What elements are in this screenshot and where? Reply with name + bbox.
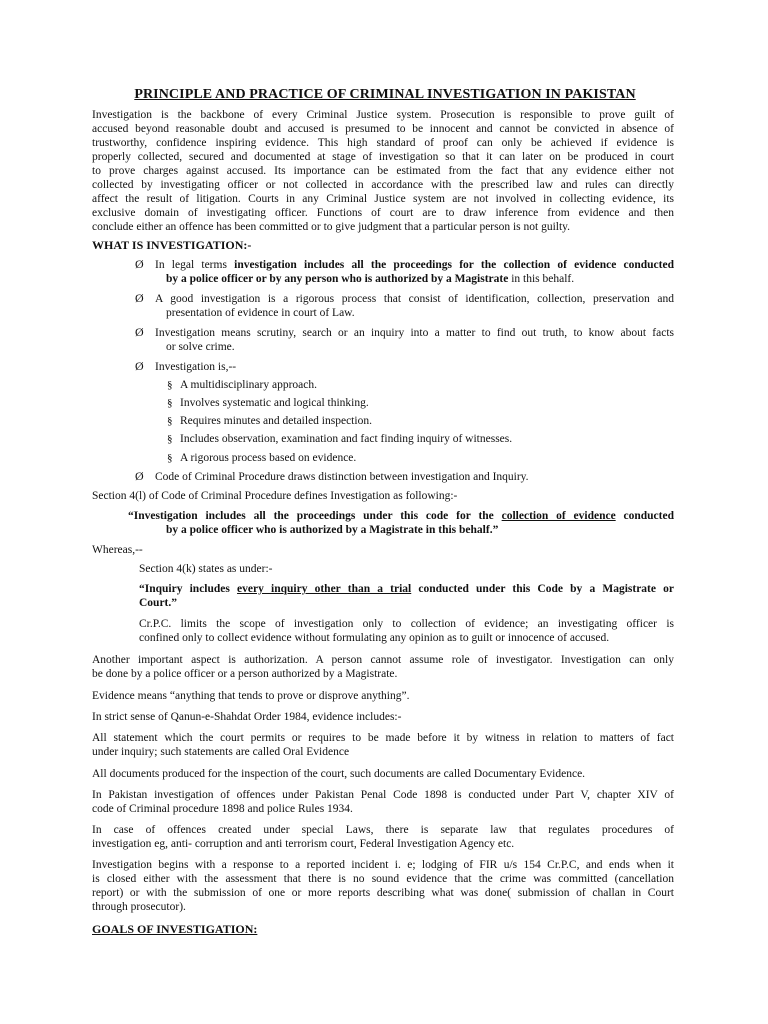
fir-text: Investigation begins with a response to a reported incident i. e; lodging of FIR u/s 154 Cr.P.C, and ends when it	[92, 859, 674, 871]
bullet-legal-terms-cont: by a police officer or by any person who is authorized by a Magistrate in this behalf.	[166, 273, 575, 285]
bullet-scrutiny-cont: or solve crime.	[166, 341, 235, 353]
section-4l-intro: Section 4(l) of Code of Criminal Procedure defines Investigation as following:-	[92, 490, 458, 502]
heading-what-is-investigation: WHAT IS INVESTIGATION:-	[92, 238, 252, 252]
authorization-text: Another important aspect is authorization. A person cannot assume role of investigator. Investigation can only	[92, 654, 674, 666]
oral-evidence-text-cont: under inquiry; such statements are called Oral Evidence	[92, 746, 350, 758]
special-laws-text-cont: investigation eg, anti- corruption and anti terrorism court, Federal Investigation Agency etc.	[92, 838, 515, 850]
sub-item: Requires minutes and detailed inspection.	[180, 415, 372, 427]
section-bullet-icon: §	[167, 415, 173, 427]
crpc-scope-cont: confined only to collect evidence without formulating any opinion as to guilt or innocence of accused.	[139, 632, 610, 644]
sub-item: A rigorous process based on evidence.	[180, 452, 357, 464]
section-bullet-icon: §	[167, 379, 173, 391]
document-title: PRINCIPLE AND PRACTICE OF CRIMINAL INVESTIGATION IN PAKISTAN	[134, 87, 636, 102]
intro-line: affect the result of litigation. Courts in any Criminal Justice system are not involved in collecting evidence, its	[92, 193, 674, 205]
bullet-investigation-is: Investigation is,--	[155, 361, 237, 373]
intro-line: collected by investigating officer or not collected in accordance with the prescribed law and rules can directly	[92, 179, 674, 191]
bullet-scrutiny: Investigation means scrutiny, search or an inquiry into a matter to find out truth, to know about facts	[155, 327, 674, 339]
quote-investigation: “Investigation includes all the proceedings under this code for the collection of evidence conducted	[128, 510, 674, 522]
arrow-bullet-icon: Ø	[135, 257, 144, 271]
sub-item: Involves systematic and logical thinking.	[180, 397, 369, 409]
section-bullet-icon: §	[167, 433, 173, 445]
bullet-good-investigation: A good investigation is a rigorous process that consist of identification, collection, preservation and	[155, 293, 674, 305]
fir-text-cont: is closed either with the assessment that there is no sound evidence that the crime was committed (cancellation	[92, 873, 674, 885]
section-bullet-icon: §	[167, 452, 173, 464]
intro-line: Investigation is the backbone of every Criminal Justice system. Prosecution is responsible to prove guilt of	[92, 109, 674, 121]
quote-inquiry-cont: Court.”	[139, 597, 178, 609]
sub-item: Includes observation, examination and fact finding inquiry of witnesses.	[180, 433, 513, 445]
intro-line: conclude either an offence has been committed or to give judgment that a particular person is not guilty.	[92, 221, 571, 233]
intro-line: properly collected, secured and documented at stage of investigation so that it can later on be produced in court	[92, 151, 674, 163]
arrow-bullet-icon: Ø	[135, 469, 144, 483]
arrow-bullet-icon: Ø	[135, 359, 144, 373]
section-bullet-icon: §	[167, 397, 173, 409]
sub-item: A multidisciplinary approach.	[180, 379, 318, 391]
penal-code-text-cont: code of Criminal procedure 1898 and police Rules 1934.	[92, 803, 353, 815]
intro-line: exclusive domain of investigating officer. Functions of court are to draw inference from evidence and then	[92, 207, 674, 219]
authorization-text-cont: be done by a police officer or a person authorized by a Magistrate.	[92, 668, 398, 680]
intro-line: trustworthy, confidence inspiring evidence. This high standard of proof can only be achieved if evidence is	[92, 137, 674, 149]
intro-line: to prove charges against accused. Its importance can be estimated from the fact that any evidence either not	[92, 165, 674, 177]
penal-code-text: In Pakistan investigation of offences under Pakistan Penal Code 1898 is conducted under Part V, chapter XIV of	[92, 789, 674, 801]
quote-investigation-cont: by a police officer who is authorized by a Magistrate in this behalf.”	[166, 524, 499, 536]
bullet-code-distinction: Code of Criminal Procedure draws distinction between investigation and Inquiry.	[155, 471, 529, 483]
special-laws-text: In case of offences created under special Laws, there is separate law that regulates procedures of	[92, 824, 674, 836]
fir-text-cont: report) or with the submission of one or more reports describing what was done( submission of challan in Court	[92, 887, 674, 899]
oral-evidence-text: All statement which the court permits or requires to be made before it by witness in relation to matters of fact	[92, 732, 674, 744]
bullet-good-investigation-cont: presentation of evidence in court of Law.	[166, 307, 355, 319]
quote-inquiry: “Inquiry includes every inquiry other than a trial conducted under this Code by a Magistrate or	[139, 583, 674, 595]
arrow-bullet-icon: Ø	[135, 291, 144, 305]
documentary-evidence-text: All documents produced for the inspection of the court, such documents are called Documentary Evidence.	[92, 768, 586, 780]
fir-text-cont: through prosecutor).	[92, 901, 186, 913]
intro-line: accused beyond reasonable doubt and accused is presumed to be innocent and cannot be convicted in absence of	[92, 123, 674, 135]
heading-goals-of-investigation: GOALS OF INVESTIGATION:	[92, 922, 258, 936]
whereas-text: Whereas,--	[92, 544, 143, 556]
evidence-means-text: Evidence means “anything that tends to prove or disprove anything”.	[92, 690, 410, 702]
crpc-scope: Cr.P.C. limits the scope of investigation only to collection of evidence; an investigating officer is	[139, 618, 674, 630]
arrow-bullet-icon: Ø	[135, 325, 144, 339]
bullet-legal-terms: In legal terms investigation includes all the proceedings for the collection of evidence conducted	[155, 259, 674, 271]
section-4k-intro: Section 4(k) states as under:-	[139, 563, 273, 575]
qanun-text: In strict sense of Qanun-e-Shahdat Order 1984, evidence includes:-	[92, 711, 402, 723]
